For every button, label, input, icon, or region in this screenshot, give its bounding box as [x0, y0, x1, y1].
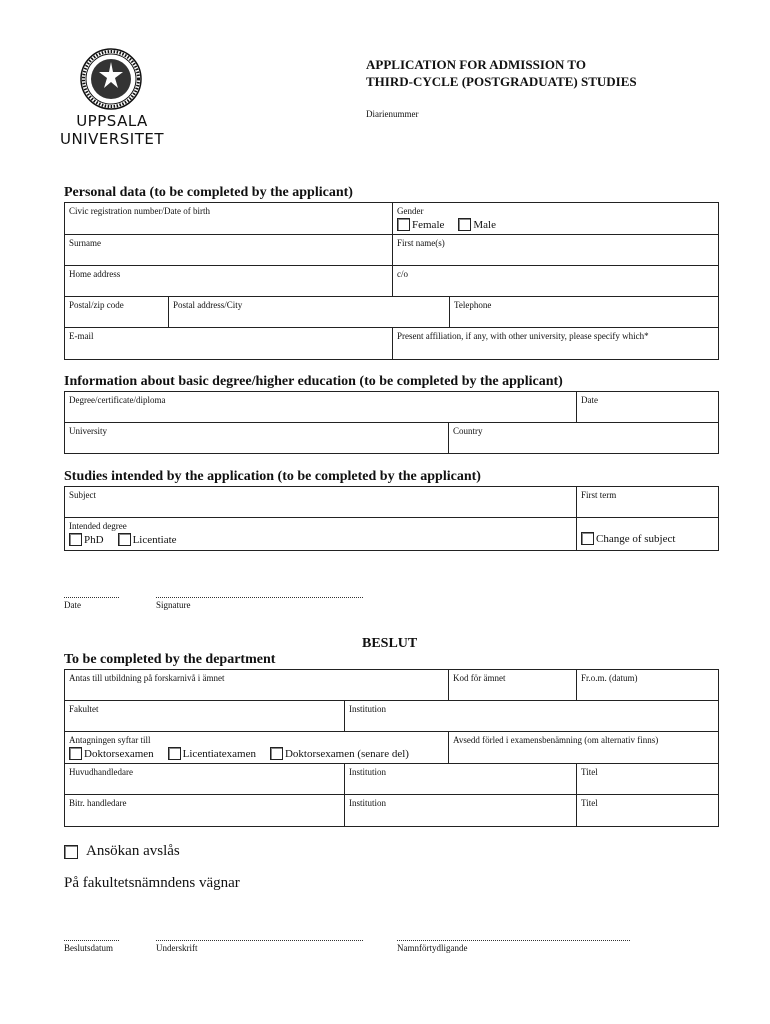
- telephone-field[interactable]: Telephone: [450, 297, 719, 328]
- doktorsexamen-checkbox[interactable]: [69, 747, 82, 760]
- underskrift-line[interactable]: [156, 940, 363, 941]
- diarienummer-label: Diarienummer: [366, 109, 419, 119]
- education-heading: Information about basic degree/higher education (to be completed by the applicant): [64, 374, 563, 389]
- intended-degree-field: Intended degree PhD Licentiate: [65, 518, 577, 551]
- date-label: Date: [64, 600, 81, 610]
- change-subject-checkbox[interactable]: [581, 532, 594, 545]
- degree-date-field[interactable]: Date: [577, 392, 719, 423]
- co-field[interactable]: c/o: [393, 266, 719, 297]
- kod-field[interactable]: Kod för ämnet: [449, 670, 577, 701]
- degree-field[interactable]: Degree/certificate/diploma: [65, 392, 577, 423]
- huvudhandledare-field[interactable]: Huvudhandledare: [65, 764, 345, 795]
- document-title: APPLICATION FOR ADMISSION TO THIRD-CYCLE (POSTGRADUATE) STUDIES: [366, 57, 637, 89]
- signature-line[interactable]: [156, 597, 363, 598]
- doktorsexamen-senare-checkbox[interactable]: [270, 747, 283, 760]
- first-name-field[interactable]: First name(s): [393, 235, 719, 266]
- university-name: UPPSALA UNIVERSITET: [59, 112, 165, 148]
- huvudhandledare-institution-field[interactable]: Institution: [345, 764, 577, 795]
- bitr-handledare-field[interactable]: Bitr. handledare: [65, 795, 345, 827]
- beslutsdatum-line[interactable]: [64, 940, 119, 941]
- department-table: [64, 669, 719, 827]
- email-field[interactable]: E-mail: [65, 328, 393, 360]
- avslas-option: Ansökan avslås: [64, 843, 180, 860]
- change-subject-field: Change of subject: [577, 518, 719, 551]
- university-field[interactable]: University: [65, 423, 449, 454]
- faculty-line: På fakultetsnämndens vägnar: [64, 875, 240, 891]
- male-checkbox[interactable]: [458, 218, 471, 231]
- date-signature-line[interactable]: [64, 597, 119, 598]
- university-seal-icon: [80, 48, 142, 110]
- fakultet-field[interactable]: Fakultet: [65, 701, 345, 732]
- female-checkbox[interactable]: [397, 218, 410, 231]
- personal-data-heading: Personal data (to be completed by the applicant): [64, 185, 353, 200]
- postal-code-field[interactable]: Postal/zip code: [65, 297, 169, 328]
- syftar-field: Antagningen syftar till Doktorsexamen Licentiatexamen Doktorsexamen (senare del): [65, 732, 449, 764]
- antas-field[interactable]: Antas till utbildning på forskarnivå i ämnet: [65, 670, 449, 701]
- studies-heading: Studies intended by the application (to be completed by the applicant): [64, 469, 481, 484]
- department-heading: To be completed by the department: [64, 652, 276, 667]
- huvudhandledare-titel-field[interactable]: Titel: [577, 764, 719, 795]
- country-field[interactable]: Country: [449, 423, 719, 454]
- underskrift-label: Underskrift: [156, 943, 198, 953]
- beslut-heading: BESLUT: [362, 636, 418, 651]
- first-term-field[interactable]: First term: [577, 487, 719, 518]
- signature-label: Signature: [156, 600, 191, 610]
- beslutsdatum-label: Beslutsdatum: [64, 943, 113, 953]
- bitr-institution-field[interactable]: Institution: [345, 795, 577, 827]
- phd-checkbox[interactable]: [69, 533, 82, 546]
- namnfortydligande-line[interactable]: [397, 940, 630, 941]
- education-table: [64, 391, 719, 454]
- licentiatexamen-checkbox[interactable]: [168, 747, 181, 760]
- namnfortydligande-label: Namnförtydligande: [397, 943, 468, 953]
- bitr-titel-field[interactable]: Titel: [577, 795, 719, 827]
- institution-field[interactable]: Institution: [345, 701, 719, 732]
- avslas-checkbox[interactable]: [64, 845, 78, 859]
- from-date-field[interactable]: Fr.o.m. (datum): [577, 670, 719, 701]
- postal-city-field[interactable]: Postal address/City: [169, 297, 450, 328]
- personal-data-table: [64, 202, 719, 360]
- civic-registration-field[interactable]: Civic registration number/Date of birth: [65, 203, 393, 235]
- avsedd-field[interactable]: Avsedd förled i examensbenämning (om alternativ finns): [449, 732, 719, 764]
- licentiate-checkbox[interactable]: [118, 533, 131, 546]
- surname-field[interactable]: Surname: [65, 235, 393, 266]
- affiliation-field[interactable]: Present affiliation, if any, with other university, please specify which*: [393, 328, 719, 360]
- studies-table: [64, 486, 719, 551]
- gender-field: Gender Female Male: [393, 203, 719, 235]
- subject-field[interactable]: Subject: [65, 487, 577, 518]
- home-address-field[interactable]: Home address: [65, 266, 393, 297]
